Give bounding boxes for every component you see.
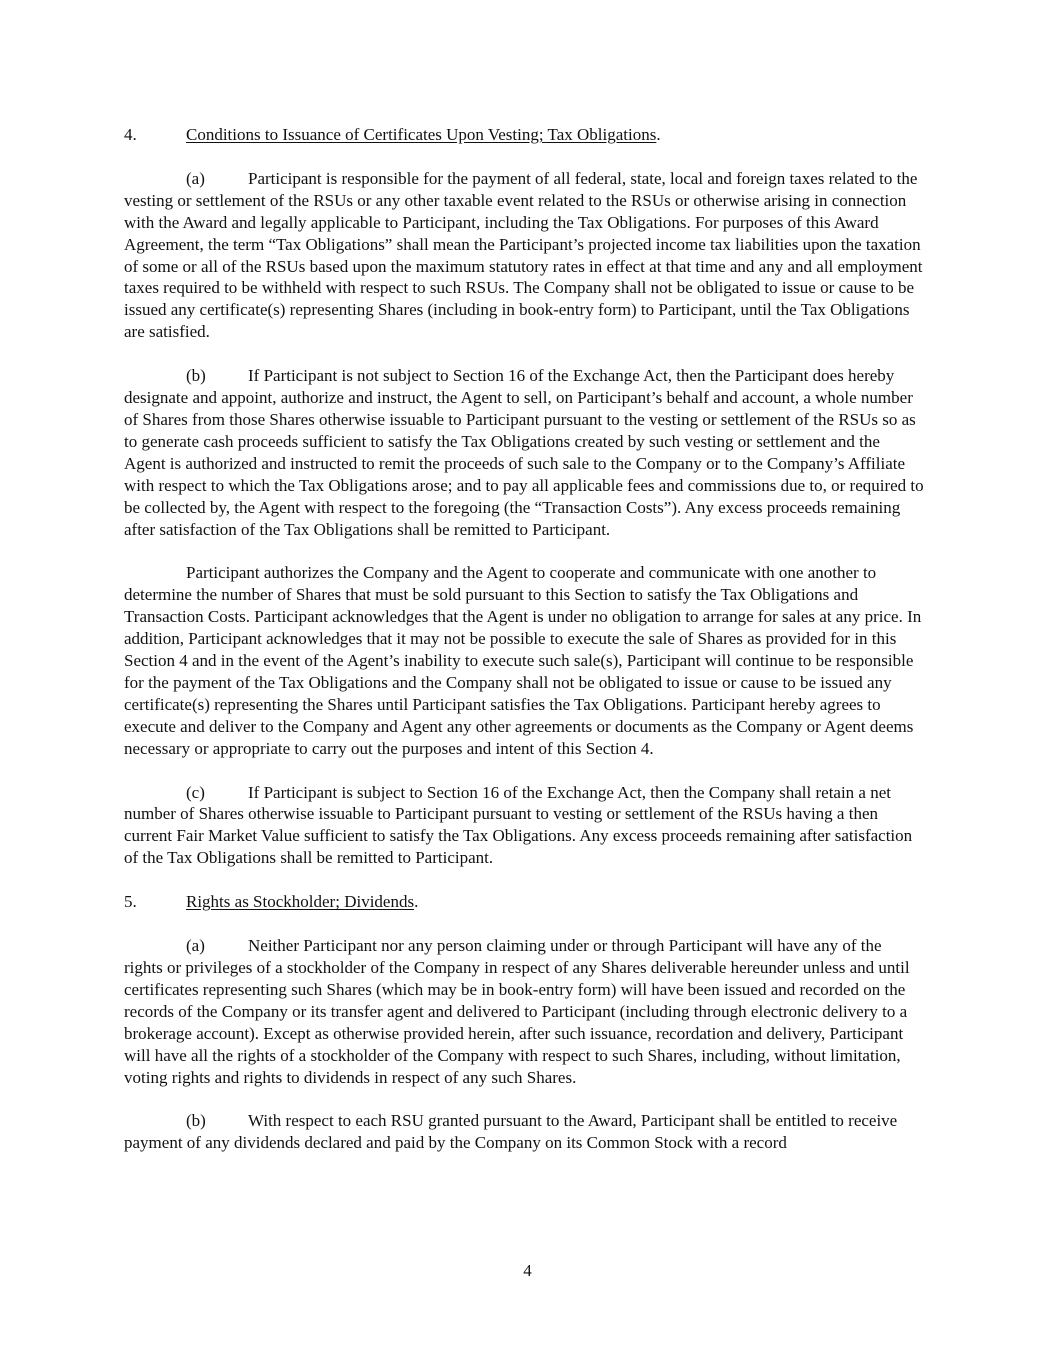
section-5b-label: (b) [186,1111,206,1131]
section-4b-continuation-text: Participant authorizes the Company and the Agent to cooperate and communicate with one another to determine the number of Shares that must be sold pursuant to this Section to satisfy the Tax Obligations and Transaction Costs. Participant acknowledges that the Agent is under no obligation to arrange for sales at any price. In addition, Participant acknowledges that it may not be possible to execute the sale of Shares as provided for in this Section 4 and in the event of the Agent’s inability to execute such sale(s), Participant will continue to be responsible for the payment of the Tax Obligations and the Company shall not be obligated to issue or cause to be issued any certificate(s) representing the Shares until Participant satisfies the Tax Obligations. Participant hereby agrees to execute and deliver to the Company and Agent any other agreements or documents as the Company or Agent deems necessary or appropriate to carry out the purposes and intent of this Section 4. [124,563,922,758]
section-4b-text: If Participant is not subject to Section 16 of the Exchange Act, then the Participant does hereby designate and appoint, authorize and instruct, the Agent to sell, on Participant’s behalf and account, a whole number of Shares from those Shares otherwise issuable to Participant pursuant to the vesting or settlement of the RSUs so as to generate cash proceeds sufficient to satisfy the Tax Obligations created by such vesting or settlement and the Agent is authorized and instructed to remit the proceeds of such sale to the Company or to the Company’s Affiliate with respect to which the Tax Obligations arose; and to pay all applicable fees and commissions due to, or required to be collected by, the Agent with respect to the foregoing (the “Transaction Costs”). Any excess proceeds remaining after satisfaction of the Tax Obligations shall be remitted to Participant. [124,366,924,539]
section-5-title: Rights as Stockholder; Dividends [186,892,415,912]
section-4c-paragraph [124,782,924,870]
page-number: 4 [523,1261,532,1280]
section-4a-text: Participant is responsible for the payment of all federal, state, local and foreign taxes related to the vesting or settlement of the RSUs or any other taxable event related to the RSUs or otherwise arising in connection with the Award and legally applicable to Participant, including the Tax Obligations. For purposes of this Award Agreement, the term “Tax Obligations” shall mean the Participant’s projected income tax liabilities upon the taxation of some or all of the RSUs based upon the maximum statutory rates in effect at that time and any and all employment taxes required to be withheld with respect to such RSUs. The Company shall not be obligated to issue or cause to be issued any certificate(s) representing Shares (including in book-entry form) to Participant, until the Tax Obligations are satisfied. [124,168,923,342]
section-4a-paragraph [124,168,924,343]
section-4c-text: If Participant is subject to Section 16 of the Exchange Act, then the Company shall retain a net number of Shares otherwise issuable to Participant pursuant to vesting or settlement of the RSUs having a then current Fair Market Value sufficient to satisfy the Tax Obligations. Any excess proceeds remaining after satisfaction of the Tax Obligations shall be remitted to Participant. [124,782,913,868]
section-5b-paragraph [124,1110,924,1154]
section-4a-label: (a) [186,168,205,188]
section-5a-paragraph [124,935,924,1088]
section-5a-label: (a) [186,936,205,956]
section-4-heading [124,124,924,146]
section-4-title: Conditions to Issuance of Certificates Upon Vesting; Tax Obligations [186,125,657,144]
section-4-number: 4. [124,125,137,144]
section-4b-paragraph [124,365,924,540]
document-body [124,124,924,1176]
section-5-heading [124,891,924,913]
section-4b-label: (b) [186,366,206,386]
section-5b-text: With respect to each RSU granted pursuant to the Award, Participant shall be entitled to receive payment of any dividends declared and paid by the Company on its Common Stock with a record [124,1111,898,1153]
section-4-title-period: . [656,125,661,144]
section-5a-text: Neither Participant nor any person claiming under or through Participant will have any of the rights or privileges of a stockholder of the Company in respect of any Shares deliverable hereunder unless and until certificates representing such Shares (which may be in book-entry form) will have been issued and recorded on the records of the Company or its transfer agent and delivered to Participant (including through electronic delivery to a brokerage account). Except as otherwise provided herein, after such issuance, recordation and delivery, Participant will have all the rights of a stockholder of the Company with respect to such Shares, including, without limitation, voting rights and rights to dividends in respect of any such Shares. [124,936,910,1087]
section-5-title-period: . [414,892,419,912]
section-4b-continuation-paragraph [124,562,924,759]
section-5-number: 5. [124,892,137,912]
section-4c-label: (c) [186,782,205,802]
